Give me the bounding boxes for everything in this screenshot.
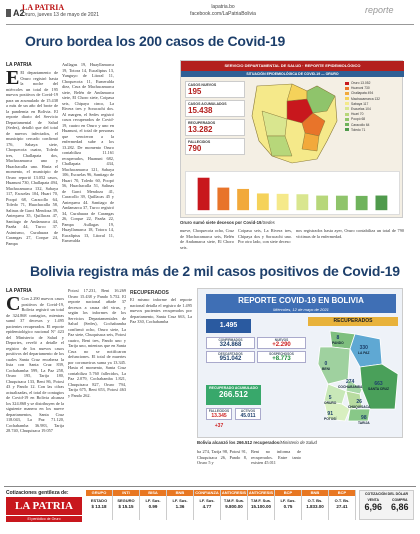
fx-buy-label: COMPRA xyxy=(391,498,408,502)
facebook-url[interactable]: facebook.com/LaPatriaBolivia xyxy=(190,11,256,17)
story2-headline: Bolivia registra más de 2 mil casos positivos de Covid-19 xyxy=(30,263,400,279)
chart-bar xyxy=(277,194,289,210)
deaths-box xyxy=(206,408,232,420)
bolivia-stat-box xyxy=(206,337,255,349)
ticker-cell-name: ANTICRESIS xyxy=(221,490,247,495)
infographic-caption xyxy=(180,220,403,225)
bolivia-report-title: REPORTE COVID-19 EN BOLIVIA xyxy=(206,294,396,307)
sedes-infographic xyxy=(180,60,403,218)
ticker-cell-type: LF. Sus. xyxy=(280,498,296,503)
recovered-total-box xyxy=(206,385,261,405)
bolivia-stat-box xyxy=(206,351,255,363)
section-label: reporte xyxy=(365,5,394,15)
bolivia-stat-box xyxy=(257,351,306,363)
ticker-cell xyxy=(275,490,302,520)
ticker-cell-name: GRUPO xyxy=(86,490,112,496)
ticker-cell xyxy=(302,490,329,520)
fx-sell-label: VENTA xyxy=(367,498,380,502)
infographic-title: SERVICIO DEPARTAMENTAL DE SALUD · REPORTE EPIDEMIOLÓGICO xyxy=(181,61,404,71)
story2-text-4: ba 274, Tarija 98, Potosí 91, Chuquisaca 26, Pando 8, Oruro 5 y xyxy=(197,449,247,465)
ticker-cell xyxy=(167,490,194,520)
ticker-slogan: El periódico de Oruro xyxy=(6,516,82,522)
bolivia-stat-value: +8.773 xyxy=(272,356,291,362)
story1-byline: LA PATRIA xyxy=(6,62,32,68)
story1-text-5: nos registrados hasta ayer, Oruro contabiliza un total de 790 víctimas de la enfermedad. xyxy=(296,228,404,239)
legend-label: Sabaya 117 xyxy=(351,101,369,106)
story1-column-4 xyxy=(238,228,292,258)
region-value: 0 xyxy=(324,361,328,367)
region-name: LA PAZ xyxy=(358,351,370,355)
region-value: 5 xyxy=(328,395,332,401)
legend-item xyxy=(345,117,400,121)
region-labels xyxy=(310,329,400,424)
chart-bar xyxy=(237,189,249,210)
bolivia-stat-value: +2.290 xyxy=(272,342,291,348)
legend-item xyxy=(345,91,400,95)
region-value: 26 xyxy=(356,399,362,405)
bolivia-stat-box xyxy=(257,337,306,349)
story1-column-5 xyxy=(296,228,404,258)
deaths-new: +37 xyxy=(214,423,224,429)
region-value: 274 xyxy=(346,379,355,385)
stat-value: 13.282 xyxy=(188,125,213,134)
legend-swatch xyxy=(345,128,349,131)
ticker-cell-price: 1.833.00 xyxy=(306,504,324,509)
legend-item xyxy=(345,97,400,101)
legend-swatch xyxy=(345,92,349,95)
page-header xyxy=(0,0,420,30)
ticker-cell xyxy=(329,490,356,520)
ticker-cell-type: T.M.F. Sus. xyxy=(223,498,245,503)
infographic-subtitle: SITUACIÓN EPIDEMIOLÓGICA DE COVID-19 — ORURO xyxy=(181,71,404,77)
stat-box xyxy=(185,100,245,117)
fx-sell-value: 6,96 xyxy=(364,502,383,512)
ticker-cell xyxy=(221,490,248,520)
masthead: LA PATRIA xyxy=(22,3,65,12)
ticker-cell-price: 9.800.00 xyxy=(225,504,243,509)
legend-label: Huari 70 xyxy=(351,112,364,117)
stat-label: RECUPERADOS xyxy=(188,121,216,125)
legend-swatch xyxy=(345,113,349,116)
site-links xyxy=(178,4,268,18)
region-label xyxy=(358,345,370,355)
legend-label: Poopó 68 xyxy=(351,117,366,122)
page-number: A2 xyxy=(6,8,25,18)
story2-text-2: Potosí 17.231, Beni 16.269 Oruro 15.438 y Pando 5.752. El reporte nacional añade 37 decesos a causa del virus, y según los informes de los Servicios Departamentales de Salud (Sedes), Cochabamba confirmó ocho, Oruro siete, La Paz siete, Chuquisaca seis, Potosí cuatro, Beni tres, Pando uno y Tarija uno, mientras que en Santa Cruz no se notificaron defunciones. El total de muertes por coronavirus suma ya 13.345. Hasta el momento, Santa Cruz contabiliza 5.760 fallecidos, La Paz 2.079, Cochabamba 1.821, Chuquisaca 827, Oruro 794, Tarija 675, Beni 653, Potosí 463 y Pando 262. xyxy=(68,288,126,398)
region-label xyxy=(358,415,370,425)
recuperados-kicker: RECUPERADOS xyxy=(130,290,169,296)
bolivia-stat-label: SOSPECHOSOS xyxy=(269,352,294,356)
region-name: POTOSÍ xyxy=(324,417,337,421)
region-name: SANTA CRUZ xyxy=(368,387,390,391)
ticker-cell-type: O.T. Bs. xyxy=(307,498,323,503)
fx-buy-value: 6,86 xyxy=(390,502,409,512)
stats-panel xyxy=(185,81,245,157)
stat-box xyxy=(185,138,245,155)
caption-bold: Oruro sumó siete decesos por Covid-19 xyxy=(180,220,262,225)
ticker-cell-name: CONFIANZA xyxy=(195,490,219,495)
ticker-cell-type: T.M.F. Sus. xyxy=(250,498,272,503)
stat-value: 15.438 xyxy=(188,106,213,115)
story1-column-1 xyxy=(6,62,58,256)
stat-label: FALLECIDOS xyxy=(188,140,211,144)
ticker-cells xyxy=(86,490,356,520)
ticker-cell-price: 0.99 xyxy=(148,504,158,509)
legend-swatch xyxy=(345,97,349,100)
market-ticker xyxy=(4,486,416,532)
region-value: 91 xyxy=(327,411,333,417)
ticker-cell xyxy=(140,490,167,520)
legend-label: Caracollo 64 xyxy=(351,122,370,127)
region-label xyxy=(324,411,336,421)
region-value: 330 xyxy=(359,345,368,351)
bolivia-caption xyxy=(197,440,403,445)
legend-swatch xyxy=(345,123,349,126)
recovered-total-label: RECUPERADO ACUMULADO xyxy=(209,386,258,390)
drop-cap: C xyxy=(6,293,21,315)
story2-column-4 xyxy=(197,449,247,479)
ticker-cell-price: 1.36 xyxy=(175,504,185,509)
region-label xyxy=(322,361,330,371)
chart-bar xyxy=(356,196,368,210)
active-label: ACTIVOS xyxy=(240,409,256,413)
story1-column-3 xyxy=(180,228,234,258)
legend-swatch xyxy=(345,118,349,121)
ticker-cell-type: SEGURO xyxy=(117,498,135,503)
story2-text-1: Con 2.290 nuevos casos positivos de Covid-19, Bolivia registró un total de 324.868 contagios, mientras sumó 37 decesos y 1.495 pacientes recuperados. El reporte epidemiológico nacional N° 423 del Ministerio de Salud y Deportes, reveló a detalle el registro de los nuevos casos positivos del departamento de los cuales Santa Cruz encabeza la lista con Santa Cruz 839, Cochabamba 599, La Paz 258, Oruro 195, Tarija 180, Chuquisaca 133, Beni 86, Potosí 43 y Pando 12. Con las cifras actualizadas, el total de contagios de Covid-19 en Bolivia alcanza los 324.868 y se distribuyen de la siguiente manera en los nueve departamentos, Santa Cruz 118.043, La Paz 71.120, Cochabamba 36.983, Tarija 28.740, Chuquisaca 19.057 xyxy=(6,296,64,433)
region-value: 663 xyxy=(374,381,383,387)
chart-bar xyxy=(336,196,348,211)
story2-column-5 xyxy=(251,449,301,479)
story1-text-4: Coipasa seis, La Rivera tres, Chipaya dos y Soracachi uno. Por otro lado, con siete deceso xyxy=(238,228,292,244)
story2-text-5: Beni no informa de recuperados. Entre tanto existen 45.011 xyxy=(251,449,301,465)
ticker-cell-price: 27.41 xyxy=(336,504,348,509)
region-name: ORURO xyxy=(324,401,337,405)
ticker-cell xyxy=(86,490,113,520)
site-url[interactable]: lapatria.bo xyxy=(211,4,235,10)
ticker-cell xyxy=(194,490,221,520)
bolivia-report-date: Miércoles, 12 de mayo de 2021 xyxy=(206,306,396,313)
ticker-cell xyxy=(113,490,140,520)
legend-item xyxy=(345,128,400,132)
legend-item xyxy=(345,81,400,85)
stat-value: 195 xyxy=(188,87,202,96)
legend-swatch xyxy=(345,82,349,85)
region-label xyxy=(348,399,370,409)
ticker-cell-type: LF. Sus. xyxy=(199,498,215,503)
legend-label: Huanuni 730 xyxy=(351,86,370,91)
legend-item xyxy=(345,86,400,90)
ticker-cell-price: 4.77 xyxy=(202,504,212,509)
ticker-cell-name: ANTICRESIS xyxy=(248,490,274,495)
dollar-rate-title: COTIZACIÓN DEL DÓLAR xyxy=(364,492,409,496)
legend-label: Oruro 13.052 xyxy=(351,81,371,85)
ticker-cell-name: BISA xyxy=(140,490,166,496)
bolivia-stats-grid xyxy=(206,337,306,363)
caption2-bold: Bolivia alcanzó los 266.512 recuperados xyxy=(197,440,280,445)
legend-item xyxy=(345,102,400,106)
legend-item xyxy=(345,123,400,127)
story1-column-2 xyxy=(62,62,114,256)
legend-swatch xyxy=(345,102,349,105)
deaths-label: FALLECIDOS xyxy=(208,409,230,413)
chart-bar xyxy=(296,194,308,210)
ticker-cell xyxy=(248,490,275,520)
ticker-cell-price: $ 15.15 xyxy=(118,504,134,509)
chart-bar xyxy=(316,196,328,211)
story1-text-1: El departamento de Oruro registró hasta la noche del miércoles un total de 195 nuevos positivos de Covid-19 para un acumulado de 15.438 a más de un año del brote de la pandemia en Bolivia. El reporte diario del Servicio Departamental de Salud (Sedes), detalló que del total de nuevos infectados, el municipio cercado confirmó 176, Sabaya siete, Choquecota cuatro, Toledo tres, Challapata dos, Machacamarca uno y Huachacalla uno. Hasta el momento, el municipio de Oruro reportó 13.052 casos, Huanuni 730, Challapata 494, Machacamarca 132, Sabaya 117, Escuelas 104, Huari 70, Poopó 68, Caracollo 64, Toledo 71, Huachacalla 58, Salinas de Garci Mendoza 39, Antequera 35, Quillacas 47, Santiago de Andamarca 44, Pazña 44, Turco 37. Asimismo, Curahuara de Carangas 27, Corque 24, Pampa xyxy=(6,70,58,246)
issue-date: Oruro, jueves 13 de mayo de 2021 xyxy=(22,12,99,18)
chart-bar xyxy=(375,196,387,211)
ticker-cell-price: 15.100.00 xyxy=(250,504,272,509)
bolivia-stat-value: 951.042 xyxy=(219,356,242,362)
stat-box xyxy=(185,81,245,98)
active-box xyxy=(235,408,261,420)
stat-value: 790 xyxy=(188,144,202,153)
ticker-cell-type: O.T. Bs. xyxy=(334,498,350,503)
region-name: BENI xyxy=(322,367,330,371)
legend-label: Challapata 494 xyxy=(351,91,374,96)
dollar-rate-box xyxy=(359,490,414,520)
ticker-cell-name: BCP xyxy=(275,490,301,496)
recovered-today: 1.495 xyxy=(206,319,251,333)
recovered-total-value: 266.512 xyxy=(219,390,248,399)
map-legend xyxy=(345,81,400,133)
region-value: 98 xyxy=(361,415,367,421)
region-label xyxy=(332,335,344,345)
chart-bar xyxy=(217,188,229,211)
legend-label: Escuelas 104 xyxy=(351,106,371,111)
ticker-cell-price: 0.75 xyxy=(283,504,293,509)
ticker-cell-name: INTI xyxy=(113,490,139,496)
story1-text-3: nueve, Choquecota ocho, Cruz de Machacamarca seis, Belén de Andamarca siete, El Choro seis. xyxy=(180,228,234,250)
legend-label: Machacamarca 132 xyxy=(351,96,380,101)
recovered-banner: RECUPERADOS xyxy=(308,317,398,326)
bolivia-infographic xyxy=(197,288,403,438)
story2-byline: LA PATRIA xyxy=(6,288,32,294)
cases-bar-chart xyxy=(185,171,400,215)
story2-column-2 xyxy=(68,288,126,476)
ticker-cell-type: ESTADO xyxy=(90,498,108,503)
bolivia-stat-value: 324.868 xyxy=(219,342,242,348)
region-name: COCHABAMBA xyxy=(338,385,363,389)
region-label xyxy=(338,379,362,389)
region-name: PANDO xyxy=(332,341,344,345)
chart-bar xyxy=(257,193,269,210)
region-label xyxy=(324,395,336,405)
drop-cap: E xyxy=(6,67,20,89)
ticker-cell-type: LF. Sus. xyxy=(145,498,161,503)
ticker-cell-name: BNB xyxy=(167,490,193,496)
caption-source: /Sedes xyxy=(261,220,275,225)
legend-label: Toledo 71 xyxy=(351,127,366,132)
stat-label: CASOS ACUMULADOS xyxy=(188,102,227,106)
legend-swatch xyxy=(345,87,349,90)
stat-box xyxy=(185,119,245,136)
region-label xyxy=(368,381,389,391)
ticker-brand-logo: LA PATRIA xyxy=(6,497,82,515)
bolivia-stat-label: CONFIRMADOS xyxy=(218,338,243,342)
bolivia-stat-label: DESCARTADOS xyxy=(218,352,243,356)
active-value: 45.011 xyxy=(240,413,256,419)
story1-text-2: Aullagas 19, Huayllamarca 19, Totora 14, Eucaliptus 13, Yunguyo de Litoral 11, Choquecota 11, Esmeralda diez, Cruz de Machacamarca siete, Belén de Andamarca siete, El Choro siete, Coipasa seis, Chipaya cinco, La Rivera tres y Soracachi dos. Al margen, el Sedes registró casos recuperados de Covid-19, cuatro en Oruro y uno en Huanuni, el total de personas que vencieron a la enfermedad sube a los 13.282. De momento Oruro contabiliza 11.161 recuperados, Huanuni 682, Challapata 434, Machacamarca 121, Sabaya 106, Escuelas 96, Santiago de Huari 70, Toledo 60, Poopó 56, Huachacalla 51, Salinas de Garci Mendoza 41, Caracollo 39, Quillacas 45 y Antequera 44. Santiago de Andamarca 37, Turco registró 34, Curahuara de Carangas 26, Corque 22, Pazña 22, Pampa Aullagas 19, Huayllamarca 18, Totora 14, Eucaliptus 13, Litoral 11, Esmeralda xyxy=(62,62,114,243)
ticker-title: Cotizaciones gentileza de: xyxy=(6,490,69,496)
story1-headline: Oruro bordea los 200 casos de Covid-19 xyxy=(25,33,286,49)
region-name: TARIJA xyxy=(358,421,370,425)
caption2-source: /Ministerio de Salud xyxy=(279,440,317,445)
deaths-value: 13.345 xyxy=(211,413,227,419)
story2-column-3 xyxy=(130,288,192,476)
ticker-cell-price: $ 13.18 xyxy=(91,504,107,509)
legend-item xyxy=(345,107,400,111)
bolivia-stat-label: NUEVOS xyxy=(274,338,289,342)
legend-swatch xyxy=(345,107,349,110)
ticker-cell-name: BCP xyxy=(329,490,355,496)
header-divider xyxy=(6,24,414,25)
ticker-cell-name: BNB xyxy=(302,490,328,496)
story2-column-1 xyxy=(6,288,64,476)
story2-text-3: El mismo informe del reporte nacional detalla el registro de 1.495 nuevos pacientes recuperados por departamento, Santa Cruz 663, La Paz 330, Cochabamba xyxy=(130,297,192,324)
legend-item xyxy=(345,112,400,116)
oruro-map xyxy=(247,81,343,167)
region-value: 8 xyxy=(336,335,340,341)
stat-label: CASOS NUEVOS xyxy=(188,83,217,87)
chart-bar xyxy=(198,178,210,210)
ticker-cell-type: LF. Sus. xyxy=(172,498,188,503)
region-name: CHUQUISACA xyxy=(348,405,371,409)
